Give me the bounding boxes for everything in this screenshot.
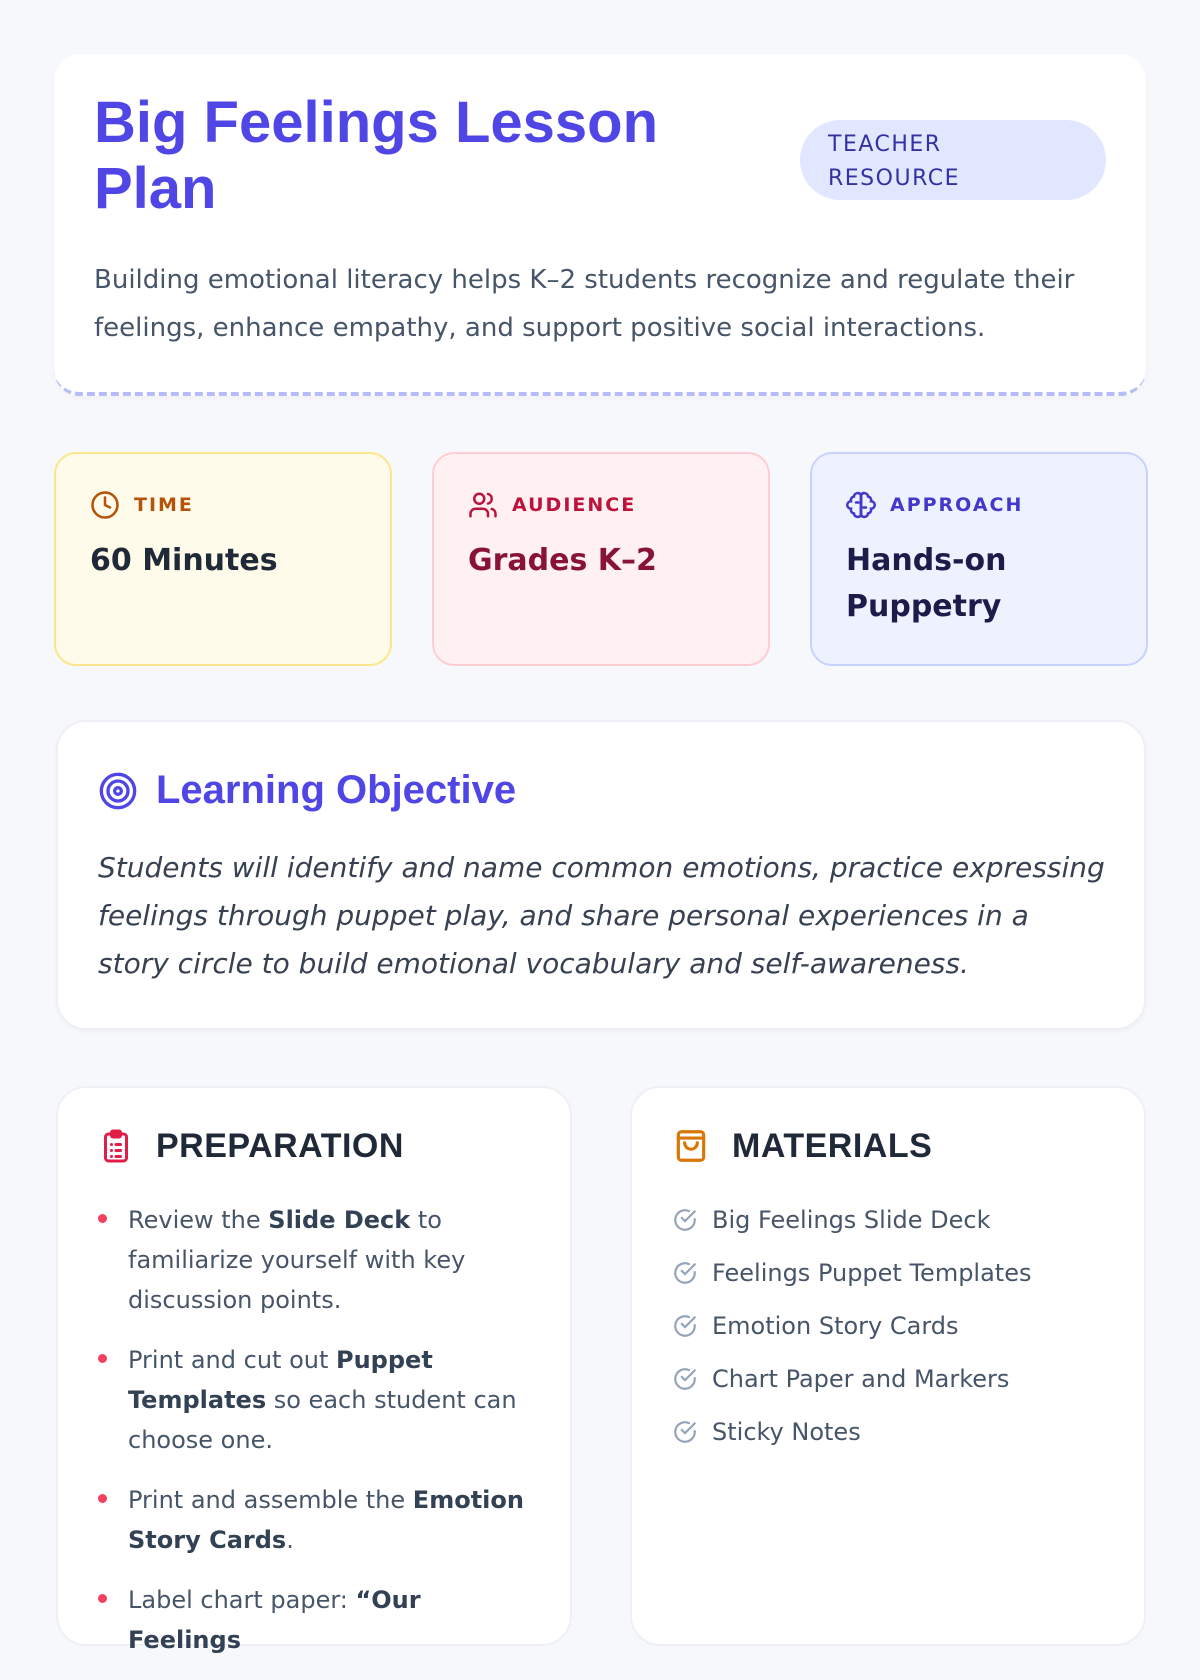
brain-icon bbox=[846, 490, 876, 520]
audience-value: Grades K–2 bbox=[468, 543, 657, 578]
check-circle-icon bbox=[672, 1207, 698, 1233]
check-circle-icon bbox=[672, 1313, 698, 1339]
preparation-list bbox=[98, 1200, 538, 1680]
time-value: 60 Minutes bbox=[90, 543, 278, 578]
materials-list bbox=[672, 1200, 1112, 1465]
materials-card bbox=[630, 1086, 1146, 1646]
approach-tile bbox=[810, 452, 1148, 666]
users-icon bbox=[468, 490, 498, 520]
teacher-resource-badge: TEACHER RESOURCE bbox=[800, 120, 1106, 200]
approach-value: Hands-on Puppetry bbox=[846, 543, 1007, 624]
check-circle-icon bbox=[672, 1419, 698, 1445]
materials-title: MATERIALS bbox=[732, 1126, 933, 1165]
material-item: Sticky Notes bbox=[672, 1412, 1112, 1452]
objective-text: Students will identify and name common emotions, practice expressing feelings through puppet play, and share personal experiences in a story circle to build emotional vocabulary and self-awareness. bbox=[98, 851, 1105, 980]
preparation-title: PREPARATION bbox=[156, 1126, 404, 1165]
time-tile bbox=[54, 452, 392, 666]
approach-label: APPROACH bbox=[890, 494, 1024, 516]
check-circle-icon bbox=[672, 1260, 698, 1286]
material-item: Feelings Puppet Templates bbox=[672, 1253, 1112, 1293]
intro-text: Building emotional literacy helps K–2 students recognize and regulate their feelings, enhance empathy, and support positive social interactions. bbox=[94, 265, 1075, 343]
header-card bbox=[54, 54, 1146, 396]
clock-icon bbox=[90, 490, 120, 520]
audience-label: AUDIENCE bbox=[512, 494, 637, 516]
check-circle-icon bbox=[672, 1366, 698, 1392]
prep-item: Print and assemble the Emotion Story Cards. bbox=[98, 1480, 538, 1560]
learning-objective-card bbox=[56, 720, 1146, 1030]
time-label: TIME bbox=[134, 494, 194, 516]
material-item: Chart Paper and Markers bbox=[672, 1359, 1112, 1399]
clipboard-icon bbox=[98, 1126, 134, 1166]
preparation-card bbox=[56, 1086, 572, 1654]
objective-title: Learning Objective bbox=[156, 768, 517, 812]
material-item: Emotion Story Cards bbox=[672, 1306, 1112, 1346]
prep-item: Review the Slide Deck to familiarize yourself with key discussion points. bbox=[98, 1200, 538, 1320]
material-item: Big Feelings Slide Deck bbox=[672, 1200, 1112, 1240]
prep-item: Print and cut out Puppet Templates so each student can choose one. bbox=[98, 1340, 538, 1460]
target-icon bbox=[98, 771, 138, 811]
page-title: Big Feelings Lesson Plan bbox=[94, 90, 658, 221]
shopping-bag-icon bbox=[672, 1126, 710, 1166]
audience-tile bbox=[432, 452, 770, 666]
prep-item: Label chart paper: “Our Feelings bbox=[98, 1580, 538, 1660]
